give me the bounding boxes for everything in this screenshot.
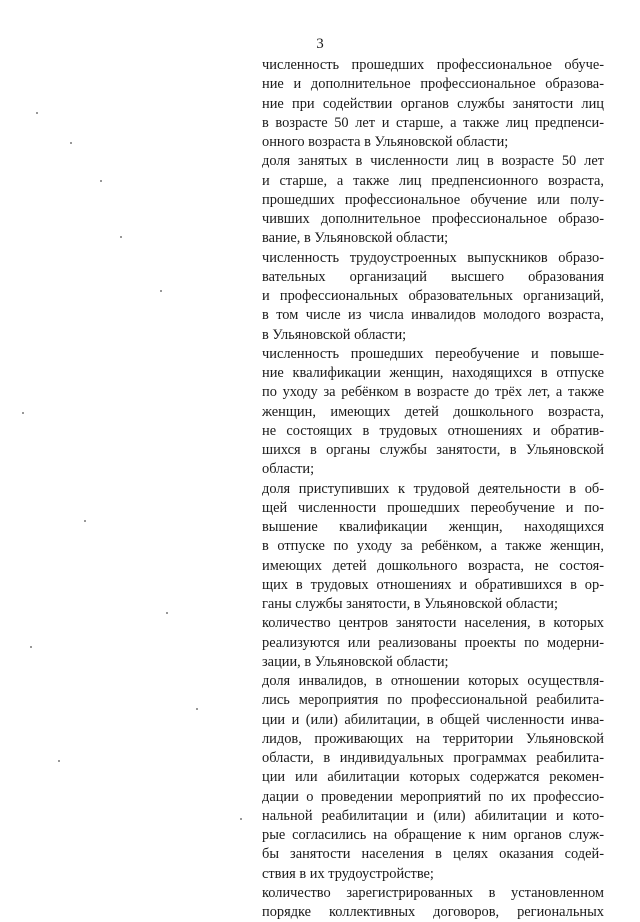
- text-line: ции или абилитации которых содержатся рекомен-: [262, 769, 604, 786]
- text-line: ние и дополнительное профессиональное образова-: [262, 76, 604, 93]
- text-line: зации, в Ульяновской области;: [262, 653, 449, 670]
- scan-mark: [58, 760, 60, 762]
- text-line: дации о проведении мероприятий по их профессио-: [262, 788, 604, 805]
- text-line: доля приступивших к трудовой деятельности в об-: [262, 480, 604, 497]
- scan-mark: [100, 180, 102, 182]
- text-line: бы занятости населения в целях оказания содей-: [262, 846, 604, 863]
- text-line: ствия в их трудоустройстве;: [262, 865, 434, 882]
- text-line: численность прошедших переобучение и повыше-: [262, 345, 604, 362]
- text-line: онного возраста в Ульяновской области;: [262, 134, 509, 150]
- scan-mark: [166, 612, 168, 614]
- text-line: вательных организаций высшего образования: [262, 268, 604, 285]
- text-line: вышение квалификации женщин, находящихся: [262, 519, 604, 535]
- text-line: и старше, а также лиц предпенсионного возраста,: [262, 172, 604, 189]
- text-line: и профессиональных образовательных организаций,: [262, 288, 604, 304]
- text-line: прошедших профессиональное обучение или полу-: [262, 191, 604, 208]
- scan-mark: [160, 290, 162, 292]
- text-line: по уходу за ребёнком в возрасте до трёх лет, а также: [262, 384, 604, 401]
- text-line: в Ульяновской области;: [262, 326, 407, 343]
- text-line: рые согласились на обращение к ним органов служ-: [262, 827, 604, 843]
- text-line: доля инвалидов, в отношении которых осуществля-: [262, 673, 604, 689]
- scan-mark: [196, 708, 198, 710]
- text-line: доля занятых в численности лиц в возрасте 50 лет: [262, 153, 604, 170]
- text-line: щих в трудовых отношениях и обратившихся в ор-: [262, 576, 604, 593]
- text-line: области, в индивидуальных программах реабилита-: [262, 750, 604, 766]
- body-text: [262, 56, 604, 922]
- text-line: женщин, имеющих детей дошкольного возраста,: [262, 403, 604, 420]
- text-line: в том числе из числа инвалидов молодого возраста,: [262, 307, 604, 324]
- scan-mark: [240, 818, 242, 820]
- scan-mark: [36, 112, 38, 114]
- text-line: ние квалификации женщин, находящихся в отпуске: [262, 365, 604, 381]
- text-line: в возрасте 50 лет и старше, а также лиц предпенси-: [262, 114, 604, 131]
- text-line: не состоящих в трудовых отношениях и обратив-: [262, 422, 604, 439]
- text-line: области;: [262, 461, 315, 478]
- page-number: 3: [316, 36, 324, 52]
- text-line: количество зарегистрированных в установленном: [262, 884, 604, 901]
- text-line: чивших дополнительное профессиональное образо-: [262, 211, 604, 227]
- text-line: в отпуске по уходу за ребёнком, а также женщин,: [262, 538, 604, 555]
- text-line: ганы службы занятости, в Ульяновской области;: [262, 596, 558, 612]
- scan-mark: [70, 142, 72, 144]
- scan-mark: [30, 646, 32, 648]
- text-line: имеющих детей дошкольного возраста, не состоя-: [262, 557, 604, 574]
- text-line: количество центров занятости населения, в которых: [262, 615, 604, 632]
- text-line: порядке коллективных договоров, региональных: [262, 904, 604, 920]
- scan-mark: [84, 520, 86, 522]
- scan-mark: [120, 236, 122, 238]
- text-line: лидов, проживающих на территории Ульяновской: [262, 730, 604, 747]
- text-line: численность трудоустроенных выпускников образо-: [262, 249, 604, 266]
- scan-mark: [22, 412, 24, 414]
- text-line: шихся в органы службы занятости, в Ульяновской: [262, 442, 604, 458]
- text-line: лись мероприятия по профессиональной реабилита-: [262, 692, 604, 709]
- text-line: ние при содействии органов службы занятости лиц: [262, 95, 604, 112]
- text-line: вание, в Ульяновской области;: [262, 230, 449, 247]
- text-line: ции и (или) абилитации, в общей численности инва-: [262, 711, 604, 728]
- text-line: численность прошедших профессиональное обуче-: [262, 57, 604, 73]
- text-line: реализуются или реализованы проекты по модерни-: [262, 634, 604, 651]
- text-line: нальной реабилитации и (или) абилитации и кото-: [262, 807, 604, 824]
- text-line: щей численности прошедших переобучение и по-: [262, 499, 604, 516]
